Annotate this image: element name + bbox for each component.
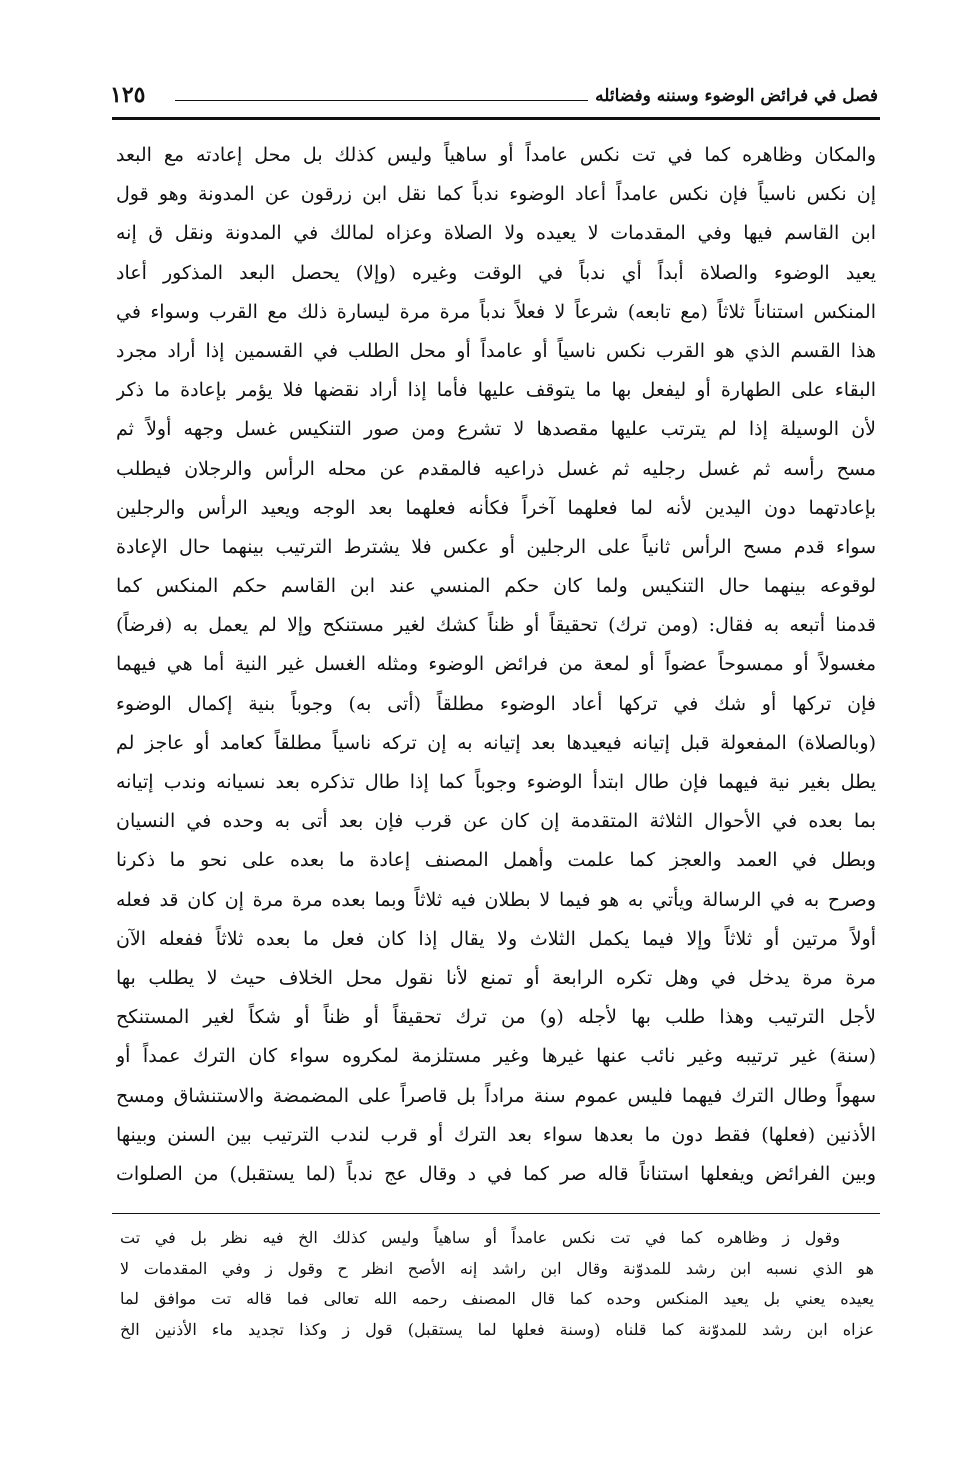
footnote-line: وقول ز وظاهره كما في تت نكس عامداً أو ساهياً وليس كذلك الخ فيه نظر بل في تت <box>120 1228 840 1247</box>
text-line: سهواً وطال الترك فيهما فليس عموم سنة مراداً بل قاصراً على المضمضة والاستنشاق ومسح <box>116 1084 876 1107</box>
text-line: سواء قدم مسح الرأس ثانياً على الرجلين أو عكس فلا يشترط الترتيب بينهما حال الإعادة <box>116 535 876 558</box>
page-number: ١٢٥ <box>110 82 146 108</box>
text-line: بما بعده في الأحوال الثلاثة المتقدمة إن كان عن قرب فإن بعد أتى به وحده في النسيان <box>116 810 876 833</box>
text-line: فإن تركها أو شك في تركها أعاد الوضوء مطلقاً (أتى به) وجوباً بنية إكمال الوضوء <box>116 692 876 715</box>
text-line: (وبالصلاة) المفعولة قبل إتيانه فيعيدها بعد إتيانه به إن تركه ناسياً مطلقاً كعامد أو عاجز لم <box>116 731 876 754</box>
text-line: الأذنين (فعلها) فقط دون ما بعدها سواء بعد الترك أو قرب لندب الترتيب بين السنن وبينها <box>116 1123 876 1146</box>
text-line: أولاً مرتين أو ثلاثاً وإلا فيما يكمل الثلاث ولا يقال إذا كان فعل ما بعده ثلاثاً ففعله الآن <box>116 927 876 950</box>
footnote-line: يعيده يعني بل يعيد المنكس وحده كما قال المصنف رحمه الله تعالى فما قاله تت موافق لما <box>120 1289 874 1308</box>
footnote-line: عزاه ابن رشد للمدوّنة كما قلناه (وسنة فعلها لما يستقبل) قول ز وكذا تجديد ماء الأذنين الخ <box>120 1319 874 1339</box>
footnote-separator <box>112 1213 880 1214</box>
text-line: لأن الوسيلة إذا لم يترتب عليها مقصدها لا تشرع ومن صور التنكيس غسل وجهه أولاً ثم <box>116 418 876 441</box>
running-head <box>110 80 878 116</box>
text-line: مسح رأسه ثم غسل رجليه ثم غسل ذراعيه فالمقدم عن محله الرأس والرجلان فيطلب <box>116 457 876 480</box>
header-border <box>112 117 880 120</box>
main-text <box>116 136 876 1194</box>
text-line: والمكان وظاهره كما في تت نكس عامداً أو ساهياً وليس كذلك بل محل إعادته مع البعد <box>116 144 876 166</box>
text-line: البقاء على الطهارة أو ليفعل بها ما يتوقف عليها فأما إذا أراد نقضها فلا يؤمر بإعادة ما ذكر <box>116 379 876 402</box>
text-line: إن نكس ناسياً فإن نكس عامداً أعاد الوضوء ندباً كما نقل ابن زرقون عن المدونة وهو قول <box>116 183 876 206</box>
text-line: هذا القسم الذي هو القرب نكس ناسياً أو عامداً أو محل الطلب في القسمين إذا أراد مجرد <box>116 339 876 362</box>
footnote-line: هو الذي نسبه ابن رشد للمدوّنة وقال ابن راشد إنه الأصح انظر ح وقول ز وفي المقدمات لا <box>120 1258 874 1278</box>
text-line: بإعادتهما دون اليدين لأنه لما فعلهما آخراً فكأنه فعلهما بعد الوجه ويعيد الرأس والرجلين <box>116 496 876 519</box>
chapter-title: فصل في فرائض الوضوء وسننه وفضائله <box>595 86 878 106</box>
text-line: المنكس استناناً ثلاثاً (مع تابعه) شرعاً لا فعلاً ندباً مرة مرة ليسارة ذلك مع القرب وسواء في <box>116 300 876 323</box>
text-line: قدمنا أتبعه به فقال: (ومن ترك) تحقيقاً أو ظناً كشك لغير مستنكح وإلا لم يعمل به (فرضاً) <box>116 614 876 637</box>
text-line: وبين الفرائض ويفعلها استناناً قاله صر كما في د وقال عج ندباً (لما يستقبل) من الصلوات <box>116 1162 876 1185</box>
text-line: لوقوعه بينهما حال التنكيس ولما كان حكم المنسي عند ابن القاسم حكم المنكس كما <box>116 575 876 598</box>
text-line: مغسولاً أو ممسوحاً عضواً أو لمعة من فرائض الوضوء ومثله الغسل غير النية أما هي فيهما <box>116 653 876 676</box>
text-line: يطل بغير نية فيهما فإن طال ابتدأ الوضوء وجوباً كما إذا طال تذكره بعد نسيانه وندب إتيانه <box>116 771 876 793</box>
header-rule <box>175 100 588 101</box>
footnotes <box>120 1223 874 1345</box>
text-line: يعيد الوضوء والصلاة أبداً أي ندباً في الوقت وغيره (وإلا) يحصل البعد المذكور أعاد <box>116 261 876 284</box>
text-line: وصرح به في الرسالة ويأتي به هو فيما لا بطلان فيه ثلاثاً وبما بعده مرة مرة إن كان قد فعله <box>116 888 876 911</box>
text-line: وبطل في العمد والعجز كما علمت وأهمل المصنف إعادة ما بعده على نحو ما ذكرنا <box>116 849 876 872</box>
text-line: (سنة) غير ترتيبه وغير نائب عنها غيرها وغير مستلزمة لمكروه سواء كان الترك عمداً أو <box>116 1045 876 1068</box>
text-line: ابن القاسم فيها وفي المقدمات لا يعيده ولا الصلاة وعزاه لمالك في المدونة ونقل ق إنه <box>116 222 876 245</box>
text-line: مرة مرة يدخل في وهل تكره الرابعة أو تمنع لأنا نقول محل الخلاف حيث لا يطلب بها <box>116 966 876 989</box>
text-line: لأجل الترتيب وهذا طلب بها لأجله (و) من ترك تحقيقاً أو ظناً أو شكاً لغير المستنكح <box>116 1006 876 1029</box>
